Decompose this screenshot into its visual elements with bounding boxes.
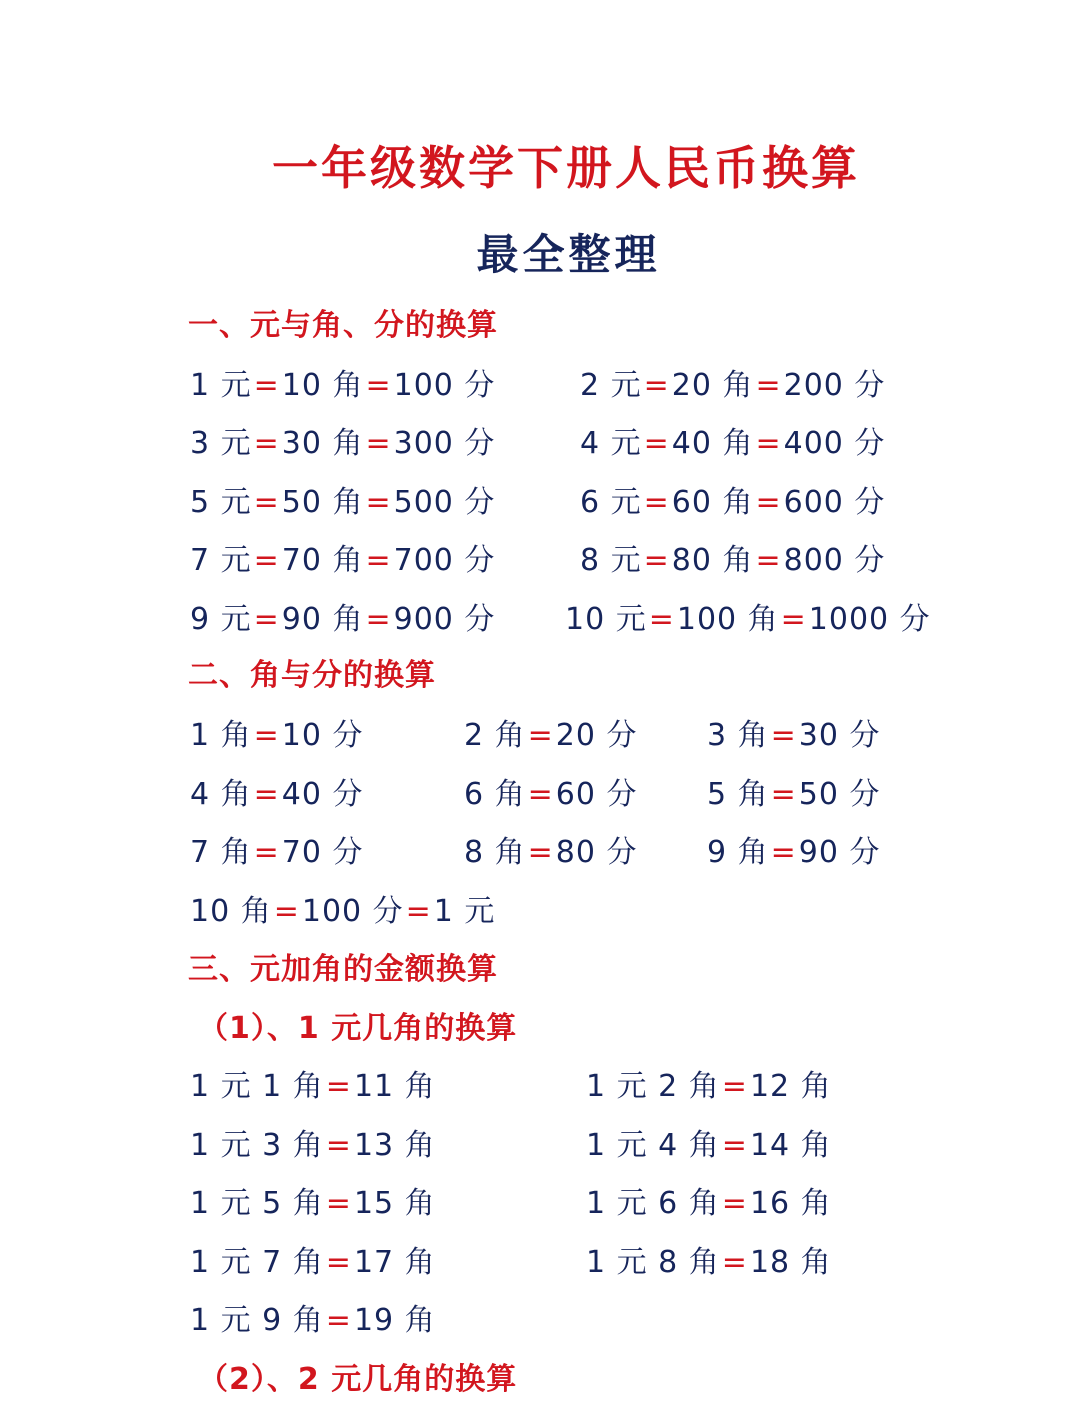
equation-row: 1 角=10 分 <box>190 718 364 753</box>
equation-row: 1 元=10 角=100 分 <box>190 368 496 403</box>
subsection-heading-1: （1）、1 元几角的换算 <box>198 1011 518 1046</box>
equation-row: 5 角=50 分 <box>707 777 881 812</box>
section-heading-2: 二、角与分的换算 <box>188 658 436 693</box>
equation-row: 2 角=20 分 <box>464 718 638 753</box>
equation-row: 4 元=40 角=400 分 <box>580 426 886 461</box>
section-heading-3: 三、元加角的金额换算 <box>188 952 498 987</box>
subsection-heading-2: （2）、2 元几角的换算 <box>198 1362 518 1397</box>
equation-row: 1 元 2 角=12 角 <box>586 1069 832 1104</box>
equation-row: 1 元 6 角=16 角 <box>586 1186 832 1221</box>
equation-row: 2 元=20 角=200 分 <box>580 368 886 403</box>
equation-row: 4 角=40 分 <box>190 777 364 812</box>
equation-row: 6 元=60 角=600 分 <box>580 485 886 520</box>
equation-row: 6 角=60 分 <box>464 777 638 812</box>
equation-row: 3 元=30 角=300 分 <box>190 426 496 461</box>
equation-row: 7 元=70 角=700 分 <box>190 543 496 578</box>
equation-row: 1 元 9 角=19 角 <box>190 1303 436 1338</box>
equation-row: 1 元 5 角=15 角 <box>190 1186 436 1221</box>
equation-row: 1 元 3 角=13 角 <box>190 1128 436 1163</box>
equation-row: 7 角=70 分 <box>190 835 364 870</box>
equation-row: 9 元=90 角=900 分 <box>190 602 496 637</box>
equation-row: 1 元 8 角=18 角 <box>586 1245 832 1280</box>
equation-row: 1 元 7 角=17 角 <box>190 1245 436 1280</box>
section-heading-1: 一、元与角、分的换算 <box>188 308 498 343</box>
equation-row: 9 角=90 分 <box>707 835 881 870</box>
equation-row: 10 元=100 角=1000 分 <box>565 602 931 637</box>
equation-row: 8 元=80 角=800 分 <box>580 543 886 578</box>
equation-row: 8 角=80 分 <box>464 835 638 870</box>
page-title: 一年级数学下册人民币换算 <box>272 141 860 195</box>
equation-row: 3 角=30 分 <box>707 718 881 753</box>
equation-row: 1 元 4 角=14 角 <box>586 1128 832 1163</box>
equation-row: 1 元 1 角=11 角 <box>190 1069 436 1104</box>
equation-row: 10 角=100 分=1 元 <box>190 894 496 929</box>
equation-row: 5 元=50 角=500 分 <box>190 485 496 520</box>
page-subtitle: 最全整理 <box>476 230 661 279</box>
